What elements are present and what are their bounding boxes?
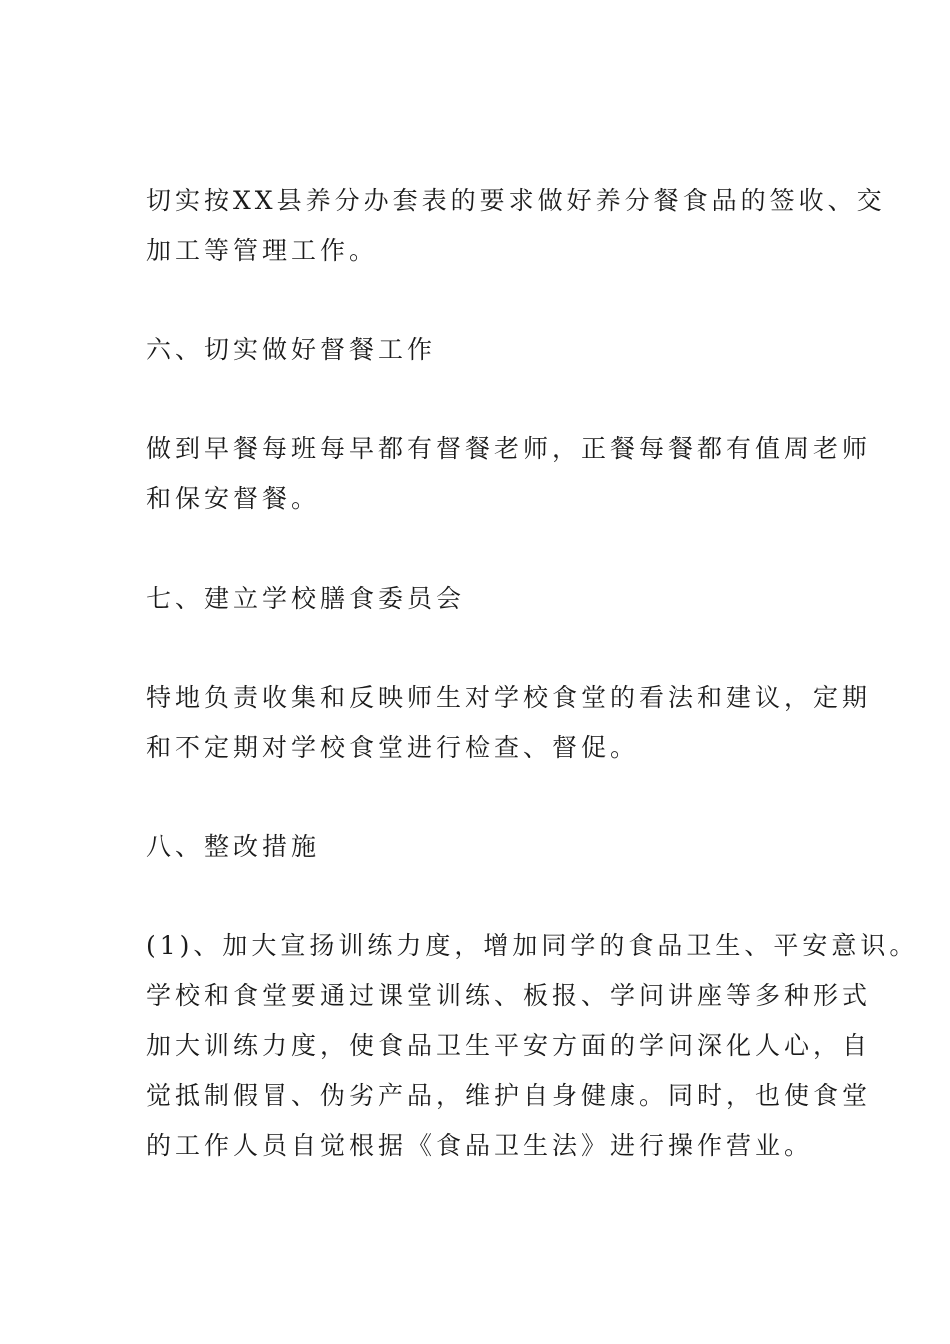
paragraph-line: (1)、加大宣扬训练力度，增加同学的食品卫生、平安意识。 [146,931,919,960]
paragraph-line: 学校和食堂要通过课堂训练、板报、学问讲座等多种形式 [146,981,872,1010]
section-heading: 六、切实做好督餐工作 [146,335,437,364]
paragraph-line: 和保安督餐。 [146,484,321,513]
section-heading: 七、建立学校膳食委员会 [146,584,466,613]
paragraph-line: 加工等管理工作。 [146,236,379,265]
paragraph-line: 切实按XX县养分办套表的要求做好养分餐食品的签收、交 [146,186,886,215]
paragraph-line: 觉抵制假冒、伪劣产品，维护自身健康。同时，也使食堂 [146,1081,872,1110]
paragraph-line: 做到早餐每班每早都有督餐老师，正餐每餐都有值周老师 [146,434,872,463]
paragraph-line: 和不定期对学校食堂进行检查、督促。 [146,733,640,762]
section-heading: 八、整改措施 [146,832,321,861]
paragraph-line: 特地负责收集和反映师生对学校食堂的看法和建议，定期 [146,683,872,712]
paragraph-line: 加大训练力度，使食品卫生平安方面的学问深化人心，自 [146,1031,872,1060]
paragraph-line: 的工作人员自觉根据《食品卫生法》进行操作营业。 [146,1131,814,1160]
